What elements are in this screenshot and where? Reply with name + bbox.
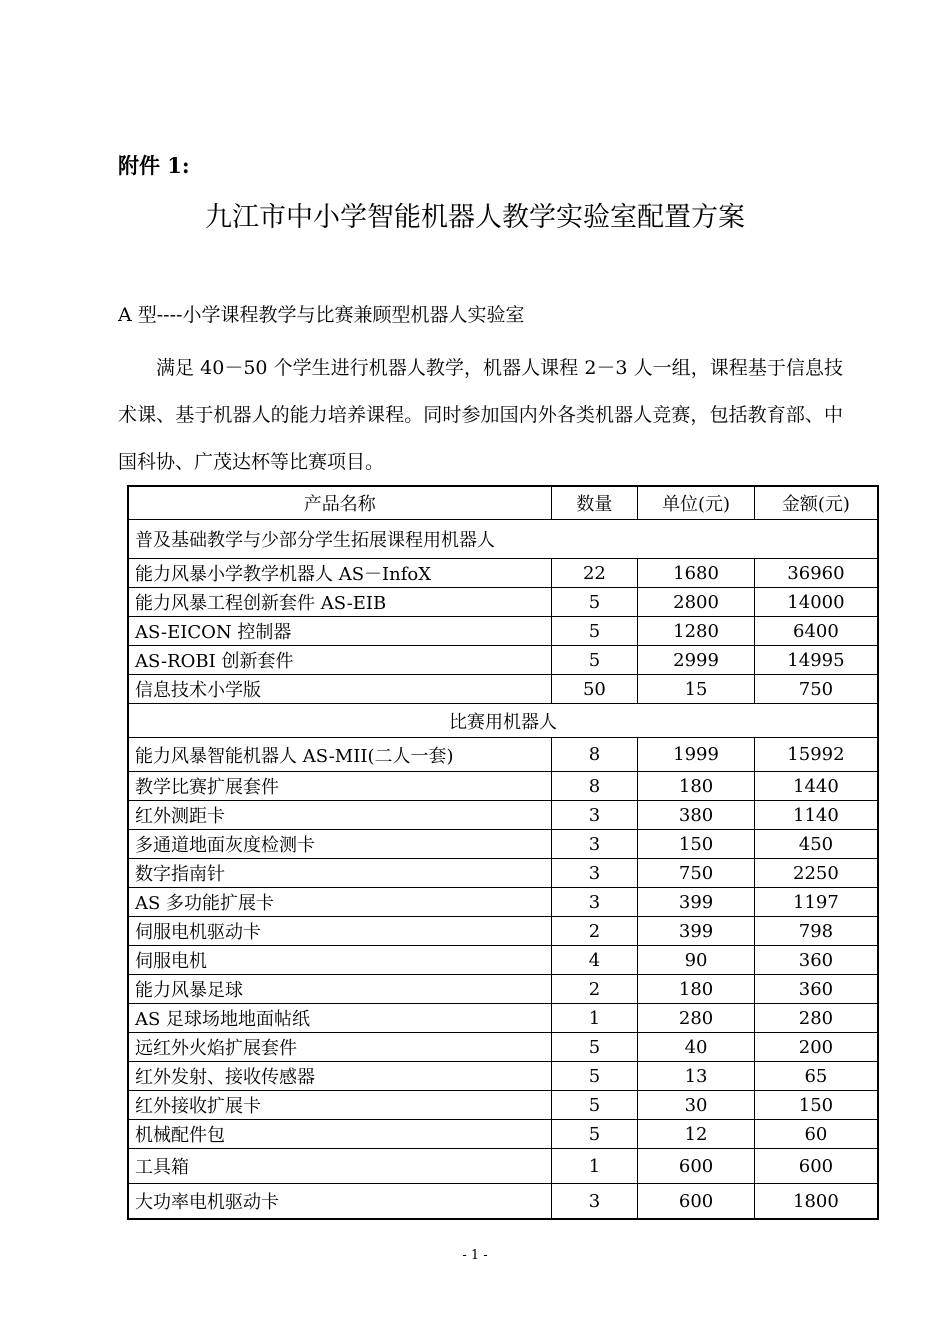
cell-name: AS 足球场地地面帖纸 bbox=[128, 1004, 551, 1033]
table-row bbox=[128, 646, 878, 675]
cell-qty: 3 bbox=[551, 801, 638, 830]
document-title: 九江市中小学智能机器人教学实验室配置方案 bbox=[205, 202, 745, 233]
cell-name: 大功率电机驱动卡 bbox=[128, 1184, 551, 1220]
cell-qty: 5 bbox=[551, 646, 638, 675]
cell-amount: 360 bbox=[754, 975, 878, 1004]
cell-name: 伺服电机 bbox=[128, 946, 551, 975]
cell-qty: 3 bbox=[551, 1184, 638, 1220]
cell-amount: 450 bbox=[754, 830, 878, 859]
cell-unit: 399 bbox=[638, 917, 755, 946]
cell-qty: 8 bbox=[551, 738, 638, 772]
cell-name: 红外发射、接收传感器 bbox=[128, 1062, 551, 1091]
cell-amount: 600 bbox=[754, 1149, 878, 1184]
cell-amount: 2250 bbox=[754, 859, 878, 888]
cell-amount: 200 bbox=[754, 1033, 878, 1062]
cell-amount: 1800 bbox=[754, 1184, 878, 1220]
table-row bbox=[128, 1004, 878, 1033]
cell-qty: 3 bbox=[551, 859, 638, 888]
description-paragraph: 满足 40－50 个学生进行机器人教学，机器人课程 2－3 人一组，课程基于信息技术课、基于机器人的能力培养课程。同时参加国内外各类机器人竞赛，包括教育部、中国科协、广茂达杯等比赛项目。 bbox=[118, 357, 843, 473]
cell-amount: 750 bbox=[754, 675, 878, 704]
cell-unit: 180 bbox=[638, 772, 755, 801]
cell-unit: 180 bbox=[638, 975, 755, 1004]
cell-name: 信息技术小学版 bbox=[128, 675, 551, 704]
cell-qty: 1 bbox=[551, 1004, 638, 1033]
cell-name: 教学比赛扩展套件 bbox=[128, 772, 551, 801]
table-row bbox=[128, 1149, 878, 1184]
cell-name: 能力风暴智能机器人 AS-MII(二人一套) bbox=[128, 738, 551, 772]
cell-name: 伺服电机驱动卡 bbox=[128, 917, 551, 946]
cell-unit: 600 bbox=[638, 1149, 755, 1184]
table-row bbox=[128, 801, 878, 830]
cell-unit: 150 bbox=[638, 830, 755, 859]
cell-unit: 1280 bbox=[638, 617, 755, 646]
section-row bbox=[128, 704, 878, 738]
configuration-table bbox=[127, 485, 879, 1220]
cell-amount: 798 bbox=[754, 917, 878, 946]
section-title: 普及基础教学与少部分学生拓展课程用机器人 bbox=[128, 520, 878, 559]
cell-qty: 5 bbox=[551, 1062, 638, 1091]
page-number: - 1 - bbox=[462, 1248, 488, 1263]
cell-name: AS-ROBI 创新套件 bbox=[128, 646, 551, 675]
lab-type-heading: A 型----小学课程教学与比赛兼顾型机器人实验室 bbox=[118, 304, 525, 326]
cell-unit: 12 bbox=[638, 1120, 755, 1149]
cell-qty: 8 bbox=[551, 772, 638, 801]
cell-name: 机械配件包 bbox=[128, 1120, 551, 1149]
cell-amount: 65 bbox=[754, 1062, 878, 1091]
cell-unit: 90 bbox=[638, 946, 755, 975]
header-unit-price: 单位(元) bbox=[638, 486, 755, 520]
cell-amount: 1140 bbox=[754, 801, 878, 830]
table-row bbox=[128, 617, 878, 646]
cell-amount: 14000 bbox=[754, 588, 878, 617]
cell-amount: 6400 bbox=[754, 617, 878, 646]
cell-name: 能力风暴工程创新套件 AS-EIB bbox=[128, 588, 551, 617]
cell-qty: 5 bbox=[551, 1033, 638, 1062]
section-title: 比赛用机器人 bbox=[128, 704, 878, 738]
table-row bbox=[128, 917, 878, 946]
cell-unit: 40 bbox=[638, 1033, 755, 1062]
cell-qty: 22 bbox=[551, 559, 638, 588]
cell-amount: 280 bbox=[754, 1004, 878, 1033]
table-row bbox=[128, 772, 878, 801]
cell-qty: 3 bbox=[551, 888, 638, 917]
section-row bbox=[128, 520, 878, 559]
table-row bbox=[128, 946, 878, 975]
cell-unit: 2800 bbox=[638, 588, 755, 617]
cell-qty: 5 bbox=[551, 588, 638, 617]
cell-unit: 600 bbox=[638, 1184, 755, 1220]
cell-qty: 2 bbox=[551, 975, 638, 1004]
cell-amount: 360 bbox=[754, 946, 878, 975]
cell-qty: 4 bbox=[551, 946, 638, 975]
header-quantity: 数量 bbox=[551, 486, 638, 520]
cell-qty: 5 bbox=[551, 1120, 638, 1149]
cell-amount: 15992 bbox=[754, 738, 878, 772]
cell-amount: 14995 bbox=[754, 646, 878, 675]
table-row bbox=[128, 1184, 878, 1220]
cell-unit: 750 bbox=[638, 859, 755, 888]
cell-name: AS 多功能扩展卡 bbox=[128, 888, 551, 917]
cell-amount: 150 bbox=[754, 1091, 878, 1120]
cell-qty: 5 bbox=[551, 1091, 638, 1120]
table-row bbox=[128, 559, 878, 588]
header-amount: 金额(元) bbox=[754, 486, 878, 520]
cell-unit: 380 bbox=[638, 801, 755, 830]
cell-unit: 15 bbox=[638, 675, 755, 704]
table-row bbox=[128, 1091, 878, 1120]
cell-name: 能力风暴足球 bbox=[128, 975, 551, 1004]
cell-unit: 399 bbox=[638, 888, 755, 917]
cell-amount: 1440 bbox=[754, 772, 878, 801]
cell-qty: 50 bbox=[551, 675, 638, 704]
cell-amount: 60 bbox=[754, 1120, 878, 1149]
table-row bbox=[128, 1062, 878, 1091]
cell-qty: 5 bbox=[551, 617, 638, 646]
cell-unit: 1999 bbox=[638, 738, 755, 772]
table-header-row bbox=[128, 486, 878, 520]
cell-unit: 30 bbox=[638, 1091, 755, 1120]
table-row bbox=[128, 1033, 878, 1062]
table-row bbox=[128, 888, 878, 917]
cell-qty: 1 bbox=[551, 1149, 638, 1184]
cell-unit: 1680 bbox=[638, 559, 755, 588]
table-row bbox=[128, 738, 878, 772]
table-row bbox=[128, 588, 878, 617]
cell-amount: 1197 bbox=[754, 888, 878, 917]
attachment-label: 附件 1: bbox=[118, 153, 190, 178]
table-row bbox=[128, 675, 878, 704]
table-row bbox=[128, 859, 878, 888]
cell-amount: 36960 bbox=[754, 559, 878, 588]
table-row bbox=[128, 975, 878, 1004]
table-row bbox=[128, 830, 878, 859]
cell-name: 多通道地面灰度检测卡 bbox=[128, 830, 551, 859]
cell-unit: 280 bbox=[638, 1004, 755, 1033]
cell-name: 红外接收扩展卡 bbox=[128, 1091, 551, 1120]
cell-name: 远红外火焰扩展套件 bbox=[128, 1033, 551, 1062]
cell-unit: 13 bbox=[638, 1062, 755, 1091]
cell-name: AS-EICON 控制器 bbox=[128, 617, 551, 646]
cell-unit: 2999 bbox=[638, 646, 755, 675]
cell-qty: 2 bbox=[551, 917, 638, 946]
cell-name: 工具箱 bbox=[128, 1149, 551, 1184]
cell-qty: 3 bbox=[551, 830, 638, 859]
cell-name: 红外测距卡 bbox=[128, 801, 551, 830]
table-row bbox=[128, 1120, 878, 1149]
header-product-name: 产品名称 bbox=[128, 486, 551, 520]
cell-name: 数字指南针 bbox=[128, 859, 551, 888]
table-body bbox=[128, 520, 878, 1220]
cell-name: 能力风暴小学教学机器人 AS－InfoX bbox=[128, 559, 551, 588]
